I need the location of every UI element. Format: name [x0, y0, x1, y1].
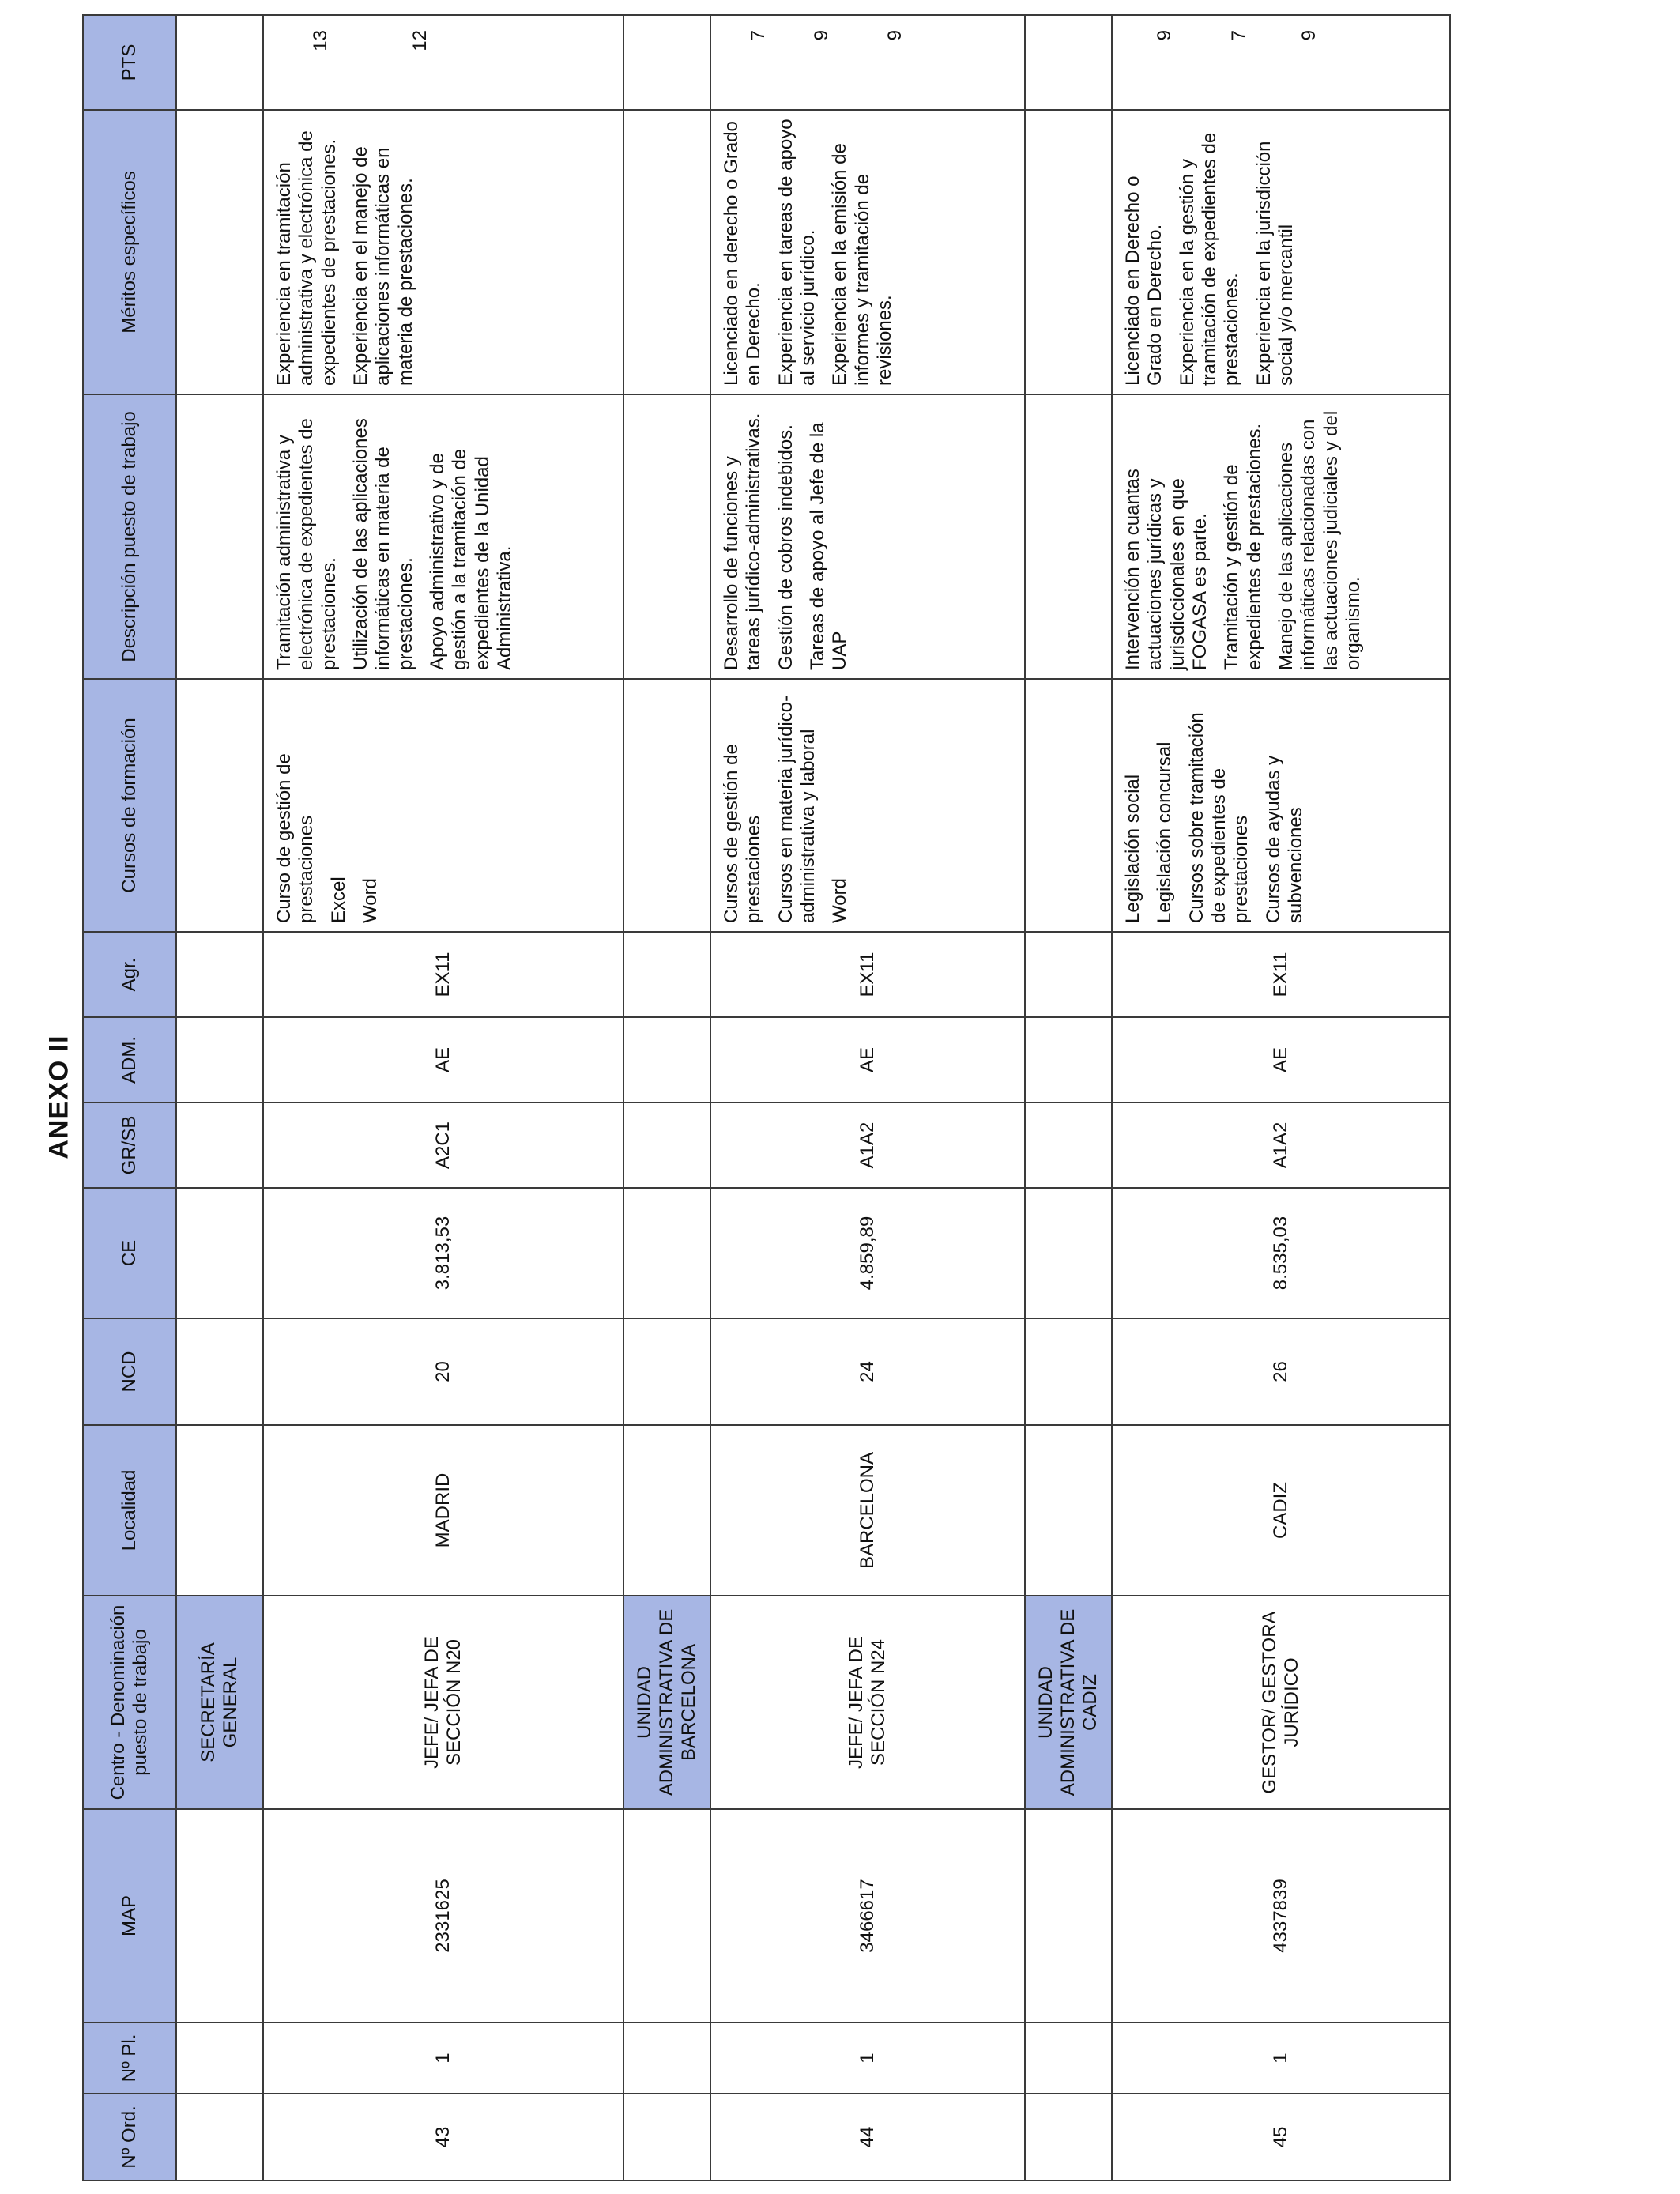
empty-cell: [1025, 1318, 1112, 1425]
cell-ce: 3.813,53: [263, 1188, 623, 1318]
empty-cell: [176, 2094, 263, 2181]
header-descripcion: Descripción puesto de trabajo: [83, 394, 176, 679]
empty-cell: [1025, 394, 1112, 679]
curso-item: Curso de gestión de prestaciones: [273, 753, 318, 923]
descripcion-item: Apoyo administrativo y de gestión a la tramitación de expedientes de la Unidad Administrativa.: [426, 448, 515, 670]
cell-pts: [1112, 15, 1450, 110]
empty-cell: [176, 1425, 263, 1596]
cell-ncd: 24: [710, 1318, 1025, 1425]
empty-cell: [623, 1318, 710, 1425]
cell-cursos: [1112, 679, 1450, 932]
empty-cell: [176, 1188, 263, 1318]
cell-pl: 1: [263, 2022, 623, 2094]
cell-grsb: A1A2: [710, 1103, 1025, 1188]
cell-ce: 4.859,89: [710, 1188, 1025, 1318]
cell-puesto: JEFE/ JEFA DE SECCIÓN N20: [263, 1596, 623, 1809]
header-ord: Nº Ord.: [83, 2094, 176, 2181]
empty-cell: [176, 1809, 263, 2022]
pts-value: 7: [1228, 30, 1250, 41]
table-row: [1112, 15, 1450, 2181]
descripcion-item: Gestión de cobros indebidos.: [774, 424, 797, 670]
section-row: [623, 15, 710, 2181]
cell-cursos: [710, 679, 1025, 932]
curso-item: Legislación concursal: [1154, 741, 1176, 923]
empty-cell: [1025, 2022, 1112, 2094]
empty-cell: [176, 1017, 263, 1103]
empty-cell: [623, 1017, 710, 1103]
empty-cell: [1025, 1103, 1112, 1188]
descripcion-item: Tramitación administrativa y electrónica de expedientes de prestaciones.: [273, 418, 340, 670]
empty-cell: [176, 110, 263, 394]
cell-adm: AE: [710, 1017, 1025, 1103]
cell-map: 4337839: [1112, 1809, 1450, 2022]
cell-pts: [263, 15, 623, 110]
empty-cell: [176, 15, 263, 110]
cell-descripcion: [263, 394, 623, 679]
table-row: [263, 15, 623, 2181]
merito-item: Experiencia en el manejo de aplicaciones informáticas en materia de prestaciones.: [349, 146, 416, 386]
descripcion-item: Manejo de las aplicaciones informáticas relacionadas con las actuaciones judiciales y del organismo.: [1275, 410, 1364, 670]
merito-item: Experiencia en tareas de apoyo al servicio jurídico.: [774, 119, 819, 386]
empty-cell: [1025, 2094, 1112, 2181]
section-row: [1025, 15, 1112, 2181]
cell-meritos: [710, 110, 1025, 394]
merito-item: Experiencia en la gestión y tramitación de expedientes de prestaciones.: [1176, 132, 1243, 386]
pts-value: 12: [409, 30, 431, 51]
cell-ord: 43: [263, 2094, 623, 2181]
header-meritos: Méritos específicos: [83, 110, 176, 394]
section-centro: UNIDAD ADMINISTRATIVA DE BARCELONA: [623, 1596, 710, 1809]
merito-item: Licenciado en Derecho o Grado en Derecho.: [1122, 175, 1166, 386]
empty-cell: [623, 1425, 710, 1596]
pts-value: 9: [883, 30, 906, 41]
curso-item: Excel: [327, 876, 349, 923]
empty-cell: [176, 1103, 263, 1188]
annex-table-sheet: [82, 16, 1364, 2181]
cell-pts: [710, 15, 1025, 110]
cell-grsb: A1A2: [1112, 1103, 1450, 1188]
cell-agr: EX11: [710, 932, 1025, 1017]
header-pl: Nº Pl.: [83, 2022, 176, 2094]
cell-map: 3466617: [710, 1809, 1025, 2022]
descripcion-item: Tramitación y gestión de expedientes de prestaciones.: [1221, 423, 1265, 670]
empty-cell: [1025, 679, 1112, 932]
empty-cell: [623, 2022, 710, 2094]
cell-pl: 1: [710, 2022, 1025, 2094]
pts-value: 13: [310, 30, 331, 51]
merito-item: Experiencia en tramitación administrativa y electrónica de expedientes de prestaciones.: [273, 130, 340, 386]
empty-cell: [623, 679, 710, 932]
annex-table: [82, 14, 1451, 2181]
header-pts: PTS: [83, 15, 176, 110]
cell-agr: EX11: [263, 932, 623, 1017]
merito-item: Experiencia en la emisión de informes y tramitación de revisiones.: [829, 143, 895, 386]
merito-item: Experiencia en la jurisdicción social y/o mercantil: [1252, 141, 1297, 386]
curso-item: Cursos de gestión de prestaciones: [721, 744, 765, 923]
pts-value: 9: [1298, 30, 1320, 41]
empty-cell: [176, 1318, 263, 1425]
header-localidad: Localidad: [83, 1425, 176, 1596]
cell-meritos: [263, 110, 623, 394]
cell-adm: AE: [1112, 1017, 1450, 1103]
header-ce: CE: [83, 1188, 176, 1318]
section-centro: UNIDAD ADMINISTRATIVA DE CADIZ: [1025, 1596, 1112, 1809]
empty-cell: [1025, 932, 1112, 1017]
descripcion-item: Utilización de las aplicaciones informáticas en materia de prestaciones.: [349, 418, 416, 670]
cell-localidad: MADRID: [263, 1425, 623, 1596]
header-adm: ADM.: [83, 1017, 176, 1103]
cell-grsb: A2C1: [263, 1103, 623, 1188]
cell-ce: 8.535,03: [1112, 1188, 1450, 1318]
curso-item: Legislación social: [1122, 774, 1143, 923]
curso-item: Cursos sobre tramitación de expedientes de prestaciones: [1185, 712, 1252, 923]
section-row: [176, 15, 263, 2181]
header-row: [83, 15, 176, 2181]
empty-cell: [623, 1188, 710, 1318]
merito-item: Licenciado en derecho o Grado en Derecho.: [721, 121, 765, 386]
empty-cell: [623, 932, 710, 1017]
cell-agr: EX11: [1112, 932, 1450, 1017]
cell-pl: 1: [1112, 2022, 1450, 2094]
cell-cursos: [263, 679, 623, 932]
empty-cell: [176, 394, 263, 679]
empty-cell: [176, 932, 263, 1017]
page-title: ANEXO II: [43, 1035, 74, 1159]
header-ncd: NCD: [83, 1318, 176, 1425]
cell-descripcion: [710, 394, 1025, 679]
empty-cell: [1025, 15, 1112, 110]
empty-cell: [176, 679, 263, 932]
pts-value: 9: [1154, 30, 1175, 41]
descripcion-item: Intervención en cuantas actuaciones jurídicas y jurisdiccionales en que FOGASA es parte.: [1122, 469, 1211, 670]
descripcion-item: Desarrollo de funciones y tareas jurídico-administrativas.: [721, 413, 765, 670]
empty-cell: [1025, 110, 1112, 394]
pts-value: 9: [811, 30, 833, 41]
cell-ncd: 20: [263, 1318, 623, 1425]
empty-cell: [623, 2094, 710, 2181]
cell-map: 2331625: [263, 1809, 623, 2022]
header-grsb: GR/SB: [83, 1103, 176, 1188]
curso-item: Cursos de ayudas y subvenciones: [1262, 755, 1306, 923]
pts-value: 7: [748, 30, 769, 41]
header-agr: Agr.: [83, 932, 176, 1017]
curso-item: Cursos en materia jurídico-administrativa y laboral: [774, 695, 819, 923]
curso-item: Word: [359, 878, 381, 923]
header-centro: Centro - Denominación puesto de trabajo: [83, 1596, 176, 1809]
header-cursos: Cursos de formación: [83, 679, 176, 932]
empty-cell: [623, 15, 710, 110]
empty-cell: [623, 394, 710, 679]
cell-ord: 44: [710, 2094, 1025, 2181]
cell-descripcion: [1112, 394, 1450, 679]
descripcion-item: Tareas de apoyo al Jefe de la UAP: [806, 422, 851, 670]
header-map: MAP: [83, 1809, 176, 2022]
cell-ord: 45: [1112, 2094, 1450, 2181]
empty-cell: [176, 2022, 263, 2094]
empty-cell: [1025, 1425, 1112, 1596]
cell-adm: AE: [263, 1017, 623, 1103]
curso-item: Word: [829, 878, 851, 923]
empty-cell: [623, 1103, 710, 1188]
empty-cell: [623, 1809, 710, 2022]
empty-cell: [623, 110, 710, 394]
table-row: [710, 15, 1025, 2181]
cell-puesto: JEFE/ JEFA DE SECCIÓN N24: [710, 1596, 1025, 1809]
cell-localidad: CADIZ: [1112, 1425, 1450, 1596]
empty-cell: [1025, 1809, 1112, 2022]
cell-puesto: GESTOR/ GESTORA JURÍDICO: [1112, 1596, 1450, 1809]
cell-localidad: BARCELONA: [710, 1425, 1025, 1596]
empty-cell: [1025, 1017, 1112, 1103]
cell-meritos: [1112, 110, 1450, 394]
section-centro: SECRETARÍA GENERAL: [176, 1596, 263, 1809]
cell-ncd: 26: [1112, 1318, 1450, 1425]
empty-cell: [1025, 1188, 1112, 1318]
